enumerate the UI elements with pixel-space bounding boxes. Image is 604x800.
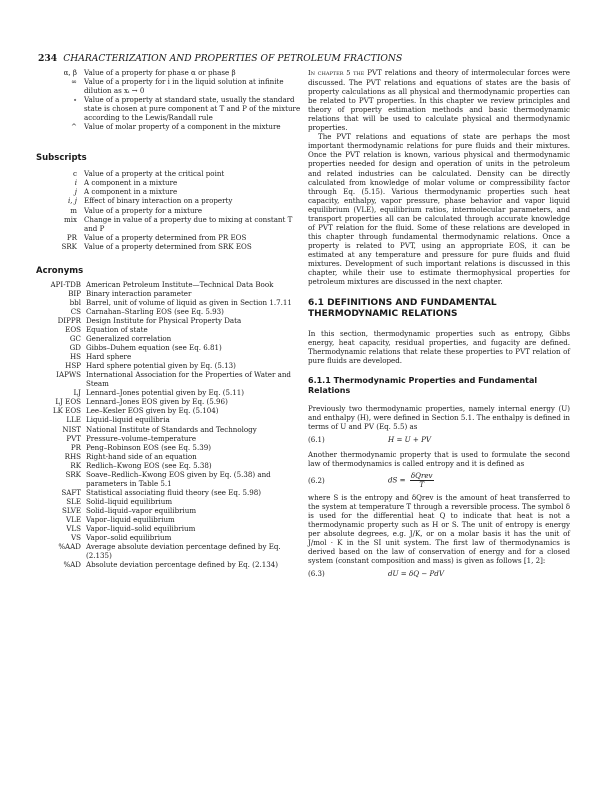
definition-row	[36, 397, 304, 406]
definition: Value of a property for i in the liquid solution at infinite dilution as xᵢ → 0	[84, 77, 284, 96]
definition-row	[36, 488, 304, 497]
definition: Hard sphere	[86, 352, 132, 362]
equation-body	[368, 472, 570, 489]
acronym: %AD	[63, 560, 81, 570]
definition: Change in value of a property due to mixing at constant T and P	[84, 214, 293, 233]
symbol: mix	[64, 214, 77, 224]
fraction-denominator: T	[419, 479, 425, 489]
acronym: IAPWS	[56, 370, 81, 380]
definition-row	[36, 506, 304, 515]
definition: International Association for the Properties of Water and Steam	[86, 370, 291, 389]
definition: Value of a property at the critical point	[84, 169, 225, 179]
acronym: DIPPR	[57, 315, 81, 325]
acronym: LJ	[73, 388, 81, 398]
subscripts-list	[36, 169, 304, 250]
chapter-lead-in: In chapter 5 the	[308, 69, 365, 77]
definition-row	[36, 361, 304, 370]
symbol: m	[70, 205, 77, 215]
acronym: LK EOS	[52, 406, 81, 416]
intro-text: PVT relations and theory of intermolecular forces were discussed. The PVT relations and equations of states are the basis of property calculations as all physical and thermodynamic properties can be related to PVT properties. In this chapter we review principles and theory of property estimation methods and basic thermodynamic relations that will be used to calculate physical and thermodynamic properties.	[308, 68, 570, 133]
symbol: j	[74, 187, 77, 197]
acronym: LLE	[66, 415, 81, 425]
equation-lhs: dS =	[388, 475, 406, 485]
definition: Effect of binary interaction on a property	[84, 196, 233, 206]
definition-row	[36, 233, 304, 242]
acronym: %AAD	[58, 542, 81, 552]
superscripts-list	[36, 68, 304, 131]
symbol: ^	[71, 122, 77, 132]
symbol: i, j	[68, 196, 77, 206]
definition: A component in a mixture	[84, 187, 178, 197]
symbol: α, β	[63, 68, 77, 77]
acronyms-list	[36, 280, 304, 570]
definition: Lennard–Jones EOS given by Eq. (5.96)	[86, 397, 228, 407]
symbol: ∘	[73, 95, 77, 105]
equation-body: H = U + PV	[388, 435, 431, 445]
symbol: c	[73, 169, 77, 179]
acronym: SRK	[65, 469, 81, 479]
acronym: LJ EOS	[55, 397, 81, 407]
definition-row	[36, 215, 304, 233]
definition: Value of molar property of a component in the mixture	[84, 122, 281, 132]
section-paragraph: In this section, thermodynamic properties such as entropy, Gibbs energy, heat capacity, residual properties, and fugacity are defined. Thermodynamic relations that relate these properties to PVT relation of pure fluids are developed.	[308, 329, 570, 366]
acronym: RK	[70, 460, 81, 470]
acronym: API-TDB	[50, 279, 81, 289]
definition: Lee–Kesler EOS given by Eq. (5.104)	[86, 406, 219, 416]
definition-row	[36, 533, 304, 542]
equation-body: dU = δQ − PdV	[388, 568, 444, 578]
fraction-numerator: δQrev	[410, 470, 433, 480]
acronyms-heading: Acronyms	[36, 265, 84, 276]
definition-row	[36, 434, 304, 443]
definition: Gibbs–Duhem equation (see Eq. 6.81)	[86, 343, 222, 353]
running-title: CHARACTERIZATION AND PROPERTIES OF PETROLEUM FRACTIONS	[63, 53, 403, 64]
definition: Vapor–liquid equilibrium	[86, 514, 175, 524]
definition-row	[36, 370, 304, 388]
symbol: ∞	[71, 77, 77, 87]
entropy-explanation-paragraph: where S is the entropy and δQrev is the amount of heat transferred to the system at temperature T through a reversible process. The symbol δ is used for the differential heat Q to indicate that heat is not a thermodynamic property such as H or S. The unit of entropy is energy per absolute degrees, e.g. J/K, or on a molar basis it has the unit of J/mol · K in the SI unit system. The first law of thermodynamics is derived based on the law of conservation of energy and for a closed system (constant composition and mass) is given as follows [1, 2]:	[308, 492, 570, 565]
definition: Average absolute deviation percentage defined by Eq. (2.135)	[86, 542, 281, 561]
definition: Vapor–solid equilibrium	[86, 533, 172, 543]
definition: Equation of state	[86, 324, 148, 334]
acronym: VLS	[66, 524, 81, 534]
definition-row	[36, 461, 304, 470]
definition-row	[36, 406, 304, 415]
acronym: SAFT	[61, 487, 81, 497]
definition-row	[36, 68, 304, 77]
acronym: GC	[69, 334, 81, 344]
definition-row	[36, 280, 304, 289]
definition: Value of a property at standard state, usually the standard state is chosen at pure component at T and P of the mixture according to the Lewis/Randall rule	[84, 95, 301, 123]
definition-row	[36, 425, 304, 434]
fraction	[410, 472, 434, 489]
intro-paragraph	[308, 68, 570, 132]
definition-row	[36, 343, 304, 352]
acronym: VLE	[65, 514, 81, 524]
definition-row	[36, 196, 304, 205]
definition-row	[36, 415, 304, 424]
acronym: SLVE	[61, 505, 81, 515]
definition-row	[36, 443, 304, 452]
definition: National Institute of Standards and Technology	[86, 424, 257, 434]
acronym: PVT	[66, 433, 81, 443]
acronym: EOS	[65, 324, 81, 334]
definition: Design Institute for Physical Property Data	[86, 315, 242, 325]
symbol: PR	[66, 232, 77, 242]
body-column	[308, 68, 570, 578]
definition: Carnahan–Starling EOS (see Eq. 5.93)	[86, 306, 224, 316]
nomenclature-column	[36, 68, 304, 569]
definition: Pressure–volume–temperature	[86, 433, 197, 443]
definition-row	[36, 289, 304, 298]
subsection-paragraph: Previously two thermodynamic properties, namely internal energy (U) and enthalpy (H), were defined in Section 5.1. The enthalpy is defined in terms of U and PV (Eq. 5.5) as	[308, 404, 570, 432]
acronym: PR	[70, 442, 81, 452]
acronym: BIP	[68, 288, 81, 298]
running-header	[38, 53, 402, 64]
definition: Solid–liquid equilibrium	[86, 496, 173, 506]
equation-6-2	[308, 472, 570, 489]
definition: Generalized correlation	[86, 334, 172, 344]
acronym: HSP	[65, 361, 81, 371]
equation-number: (6.3)	[308, 568, 325, 578]
definition: Barrel, unit of volume of liquid as given in Section 1.7.11	[86, 297, 292, 307]
definition-row	[36, 169, 304, 178]
definition: Value of a property for a mixture	[84, 205, 203, 215]
intro-paragraph-2: The PVT relations and equations of state are perhaps the most important thermodynamic relations for pure fluids and their mixtures. Once the PVT relation is known, various physical and thermodynamic properties needed for design and operation of units in the petroleum and related industries can be calculated. Density can be directly calculated from knowledge of molar volume or compressibility factor through Eq. (5.15). Various thermodynamic properties such heat capacity, enthalpy, vapor pressure, phase behavior and vapor liquid equilibrium (VLE), equilibrium ratios, intermolecular parameters, and transport properties all can be calculated through accurate knowledge of PVT relation for the fluid. Some of these relations are developed in this chapter through fundamental thermodynamic relations. Once a property is related to PVT, using an appropriate EOS, it can be estimated at any temperature and pressure for pure fluids and fluid mixtures. Development of such important relations is discussed in this chapter, while their use to estimate thermophysical properties for petroleum mixtures are discussed in the next chapter.	[308, 132, 570, 287]
definition: A component in a mixture	[84, 178, 178, 188]
acronym: NIST	[62, 424, 81, 434]
definition-row	[36, 242, 304, 251]
subscripts-heading: Subscripts	[36, 153, 87, 164]
definition: Value of a property determined from PR EOS	[84, 232, 247, 242]
definition-row	[36, 316, 304, 325]
definition-row	[36, 388, 304, 397]
definition-row	[36, 542, 304, 560]
definition: Absolute deviation percentage defined by Eq. (2.134)	[86, 560, 279, 570]
acronym: bbl	[69, 297, 81, 307]
definition-row	[36, 515, 304, 524]
equation-6-1	[308, 435, 570, 444]
definition-row	[36, 497, 304, 506]
acronym: CS	[70, 306, 81, 316]
definition-row	[36, 452, 304, 461]
definition-row	[36, 122, 304, 131]
definition-row	[36, 77, 304, 95]
definition-row	[36, 325, 304, 334]
symbol: i	[74, 178, 77, 188]
acronym: SLE	[66, 496, 81, 506]
acronym: VS	[71, 533, 81, 543]
definition-row	[36, 187, 304, 196]
definition: Solid–liquid–vapor equilibrium	[86, 505, 197, 515]
acronym: RHS	[64, 451, 81, 461]
entropy-paragraph: Another thermodynamic property that is used to formulate the second law of thermodynamics is called entropy and it is defined as	[308, 449, 570, 468]
definition-row	[36, 524, 304, 533]
definition: Value of a property determined from SRK EOS	[84, 241, 252, 251]
definition: Soave–Redlich–Kwong EOS given by Eq. (5.38) and parameters in Table 5.1	[86, 469, 271, 488]
definition-row	[36, 470, 304, 488]
acronym: GD	[69, 343, 81, 353]
definition: American Petroleum Institute—Technical Data Book	[86, 279, 274, 289]
definition-row	[36, 352, 304, 361]
definition-row	[36, 334, 304, 343]
definition: Peng–Robinson EOS (see Eq. 5.39)	[86, 442, 211, 452]
definition: Statistical associating fluid theory (see Eq. 5.98)	[86, 487, 262, 497]
definition-row	[36, 298, 304, 307]
definition: Hard sphere potential given by Eq. (5.13)	[86, 361, 236, 371]
symbol: SRK	[61, 241, 77, 251]
definition: Redlich–Kwong EOS (see Eq. 5.38)	[86, 460, 212, 470]
definition-row	[36, 95, 304, 122]
definition-row	[36, 560, 304, 569]
subsection-heading: 6.1.1 Thermodynamic Properties and Fundamental Relations	[308, 376, 538, 396]
definition: Vapor–liquid–solid equilibrium	[86, 524, 196, 534]
equation-number: (6.1)	[308, 435, 325, 445]
definition: Right-hand side of an equation	[86, 451, 197, 461]
acronym: HS	[69, 352, 81, 362]
definition-row	[36, 206, 304, 215]
definition: Lennard–Jones potential given by Eq. (5.11)	[86, 388, 245, 398]
definition: Value of a property for phase α or phase β	[84, 68, 236, 77]
definition-row	[36, 307, 304, 316]
definition-row	[36, 178, 304, 187]
equation-number: (6.2)	[308, 475, 325, 485]
section-heading: 6.1 DEFINITIONS AND FUNDAMENTAL THERMODYNAMIC RELATIONS	[308, 298, 497, 320]
equation-6-3	[308, 569, 570, 578]
definition: Liquid–liquid equilibria	[86, 415, 170, 425]
page-number: 234	[38, 53, 58, 64]
definition: Binary interaction parameter	[86, 288, 192, 298]
